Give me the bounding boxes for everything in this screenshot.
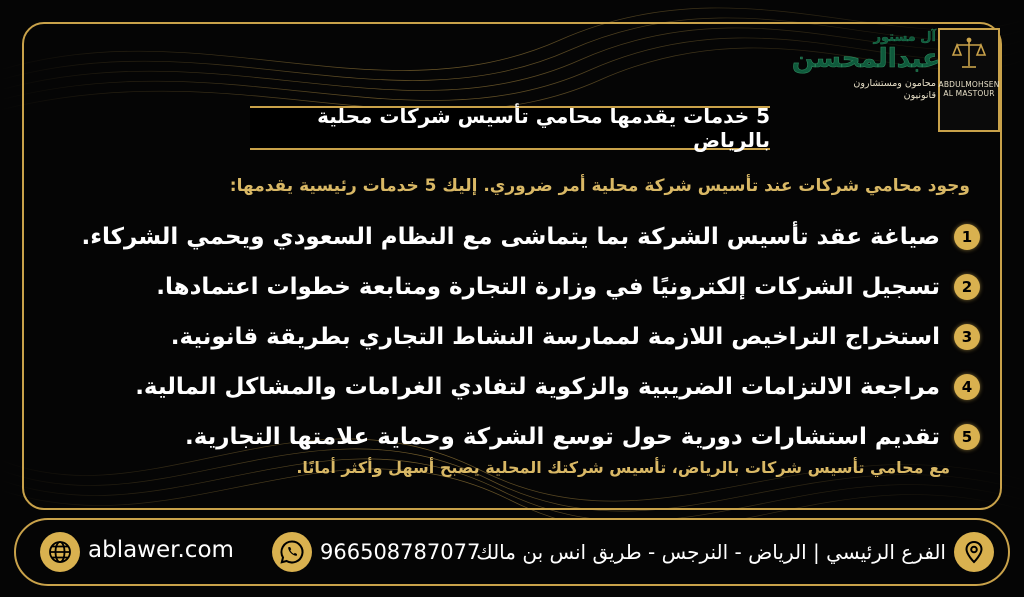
service-item	[100, 312, 980, 362]
location-pin-icon	[954, 532, 994, 572]
service-item	[100, 262, 980, 312]
phone-number[interactable]: 966508787077	[320, 540, 481, 564]
services-list	[81, 212, 980, 462]
service-text: تسجيل الشركات إلكترونيًا في وزارة التجارة ومتابعة خطوات اعتمادها.	[156, 274, 940, 300]
logo-arabic-tagline: محامون ومستشارون قانونيون	[853, 78, 936, 101]
scales-of-justice-icon	[951, 36, 987, 72]
globe-icon[interactable]	[40, 532, 80, 572]
service-text: استخراج التراخيص اللازمة لممارسة النشاط التجاري بطريقة قانونية.	[170, 324, 940, 350]
website-link[interactable]: ablawer.com	[88, 537, 234, 563]
logo-emblem	[938, 28, 1000, 132]
service-number-badge: 3	[954, 324, 980, 350]
intro-text: وجود محامي شركات عند تأسيس شركة محلية أمر ضروري. إليك 5 خدمات رئيسية يقدمها:	[229, 176, 970, 196]
logo-latin-name: ABDULMOHSEN AL MASTOUR	[938, 80, 1000, 99]
service-item	[100, 362, 980, 412]
service-number-badge: 4	[954, 374, 980, 400]
page-title: 5 خدمات يقدمها محامي تأسيس شركات محلية بالرياض	[250, 106, 770, 150]
whatsapp-icon[interactable]	[272, 532, 312, 572]
service-text: صياغة عقد تأسيس الشركة بما يتماشى مع النظام السعودي ويحمي الشركاء.	[81, 224, 940, 250]
logo-arabic-family: آل مستور	[873, 30, 936, 45]
branch-address: الفرع الرئيسي | الرياض - النرجس - طريق انس بن مالك	[476, 540, 946, 564]
service-number-badge: 2	[954, 274, 980, 300]
service-number-badge: 5	[954, 424, 980, 450]
logo-arabic-name: عبدالمحسن	[791, 44, 940, 74]
service-text: تقديم استشارات دورية حول توسع الشركة وحماية علامتها التجارية.	[184, 424, 940, 450]
service-item	[81, 212, 980, 262]
service-item	[100, 412, 980, 462]
service-number-badge: 1	[954, 224, 980, 250]
service-text: مراجعة الالتزامات الضريبية والزكوية لتفادي الغرامات والمشاكل المالية.	[135, 374, 940, 400]
contact-footer	[14, 518, 1010, 586]
closing-text: مع محامي تأسيس شركات بالرياض، تأسيس شركتك المحلية يصبح أسهل وأكثر أمانًا.	[296, 458, 950, 477]
